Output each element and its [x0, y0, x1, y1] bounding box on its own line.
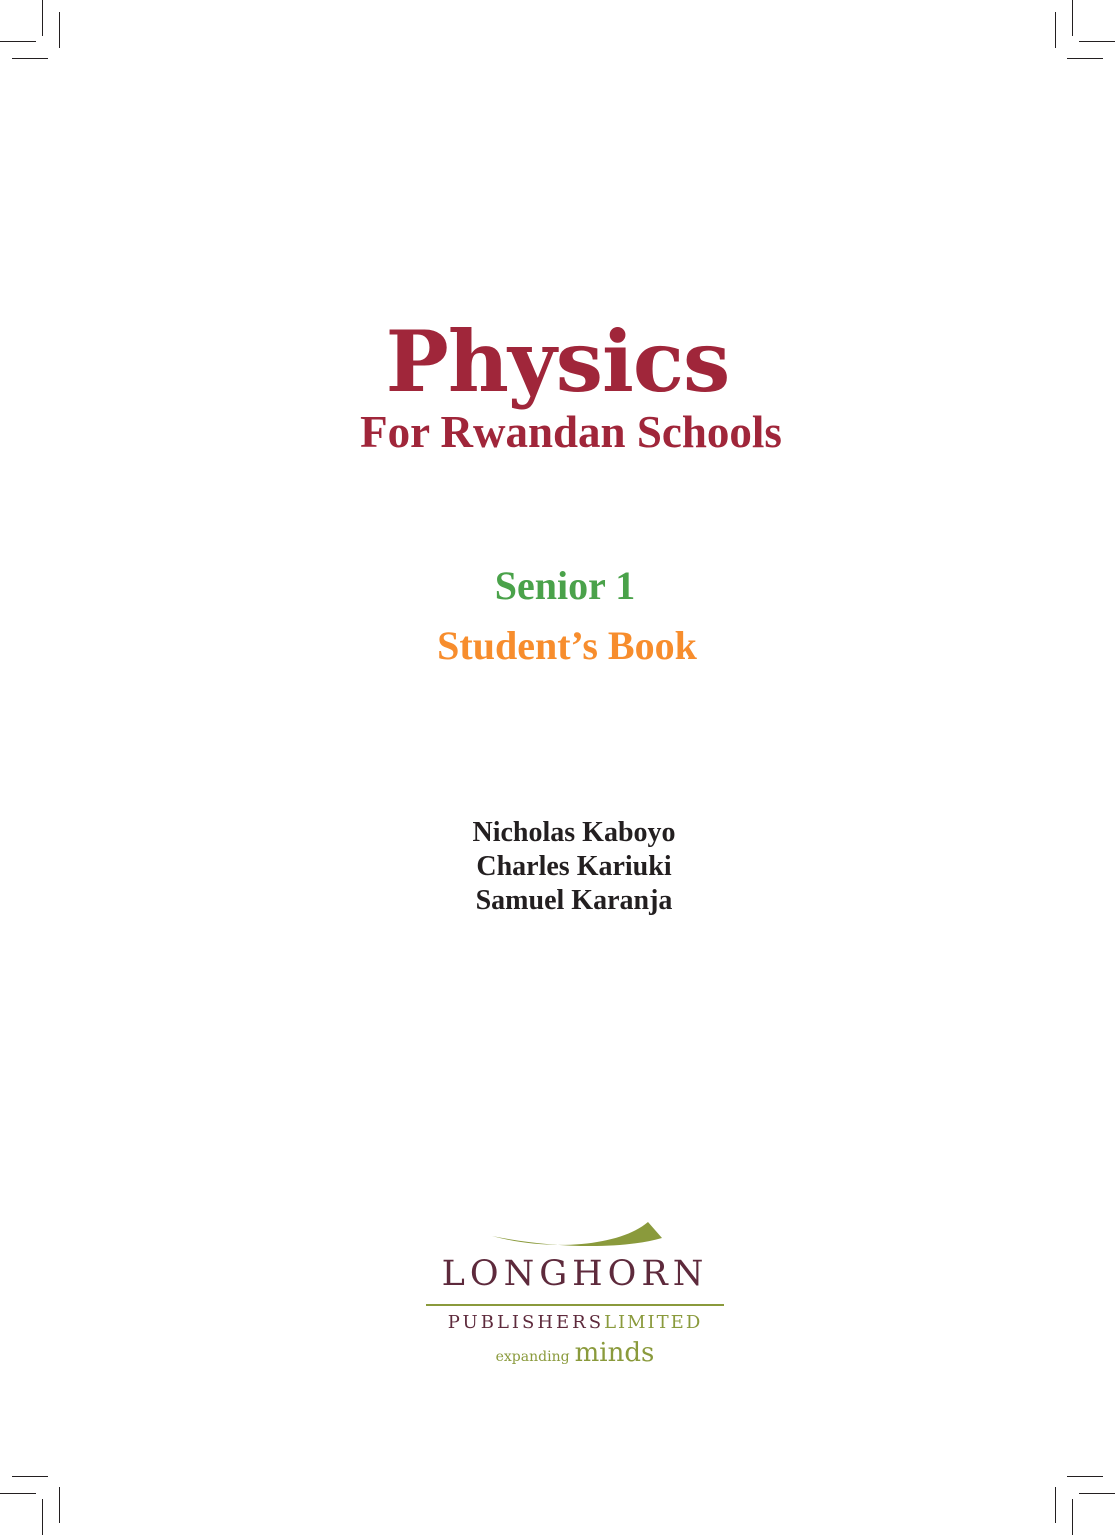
tagline-big: minds [574, 1338, 655, 1368]
crop-mark [0, 1493, 36, 1494]
crop-mark [1072, 0, 1073, 36]
limited-text: LIMITED [604, 1312, 703, 1333]
crop-mark [59, 1487, 60, 1523]
crop-mark [59, 12, 60, 48]
book-title: Physics [385, 312, 730, 411]
tagline-small: expanding [495, 1349, 570, 1365]
crop-mark [1072, 1499, 1073, 1535]
publisher-logo [420, 1218, 730, 1378]
crop-mark [0, 41, 36, 42]
author-list [0, 816, 1115, 918]
book-type: Student’s Book [437, 623, 697, 668]
author-name: Samuel Karanja [475, 885, 673, 916]
publisher-tagline [420, 1338, 730, 1368]
publishers-text: PUBLISHERS [447, 1312, 605, 1333]
crop-mark [12, 58, 48, 59]
crop-mark [1055, 1487, 1056, 1523]
swoosh-icon [490, 1218, 670, 1252]
grade-level: Senior 1 [494, 563, 636, 608]
logo-divider [426, 1304, 724, 1306]
crop-mark [1079, 41, 1115, 42]
crop-mark [42, 1499, 43, 1535]
publisher-name: LONGHORN [441, 1254, 709, 1294]
author-name: Charles Kariuki [476, 851, 672, 882]
crop-mark [1055, 12, 1056, 48]
crop-mark [42, 0, 43, 36]
crop-mark [1067, 1476, 1103, 1477]
publisher-subline [420, 1312, 730, 1333]
author-name: Nicholas Kaboyo [472, 817, 676, 848]
crop-mark [1067, 58, 1103, 59]
crop-mark [1079, 1493, 1115, 1494]
book-subtitle: For Rwandan Schools [360, 407, 782, 457]
crop-mark [12, 1476, 48, 1477]
